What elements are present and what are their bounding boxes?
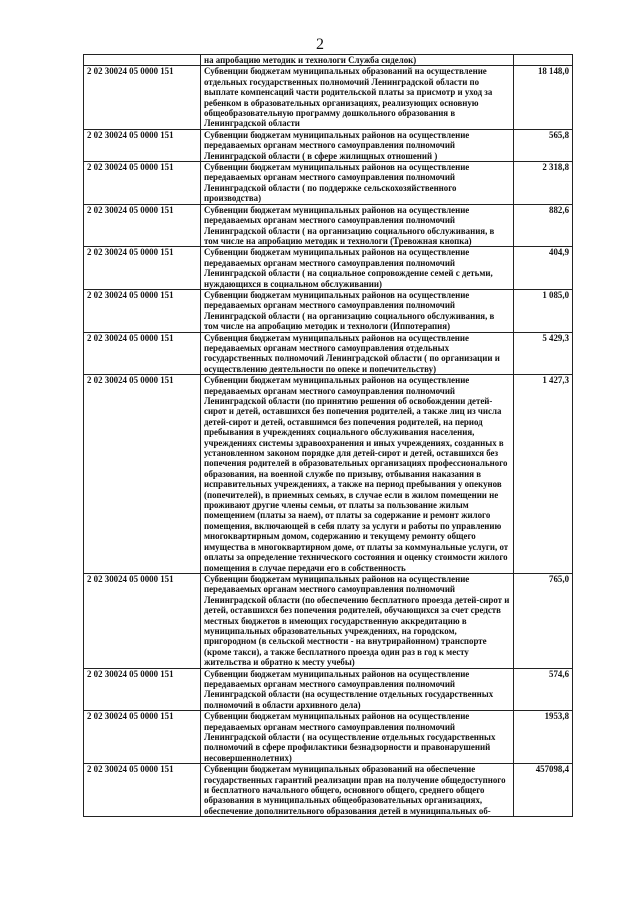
code-cell: 2 02 30024 05 0000 151: [84, 332, 201, 375]
amount-cell: 765,0: [514, 573, 573, 668]
description-cell: Субвенции бюджетам муниципальных районов на осуществление передаваемых органам местного самоуправления полномочий Ленинградской области ( на осуществление отдельных государственных полномочий в сфере профилактики безнадзорности и правонарушений несовершеннолетних): [201, 711, 514, 764]
table-row: [84, 711, 573, 764]
table-row: [84, 573, 573, 668]
description-cell: Субвенции бюджетам муниципальных образований на обеспечение государственных гарантий реализации прав на получение общедоступного и бесплатного начального общего, основного общего, среднего общего образования в муниципальных общеобразовательных организациях, обеспечение дополнительного образования детей в муниципальных об-: [201, 764, 514, 817]
description-cell: Субвенции бюджетам муниципальных районов на осуществление передаваемых органам местного самоуправления полномочий Ленинградской области (на осуществление отдельных государственных полномочий в области архивного дела): [201, 668, 514, 711]
page-number: 2: [316, 36, 324, 53]
table-row: [84, 247, 573, 290]
table-row: [84, 55, 573, 66]
table-row: [84, 668, 573, 711]
table-row: [84, 162, 573, 205]
table-row: [84, 204, 573, 247]
amount-cell: 882,6: [514, 204, 573, 247]
code-cell: 2 02 30024 05 0000 151: [84, 573, 201, 668]
code-cell: 2 02 30024 05 0000 151: [84, 668, 201, 711]
amount-cell: [514, 55, 573, 66]
description-cell: Субвенции бюджетам муниципальных районов на осуществление передаваемых органам местного самоуправления полномочий Ленинградской области ( на организацию социального обслуживания, в том числе на апробацию методик и технологи (Тревожная кнопка): [201, 204, 514, 247]
table-row: [84, 332, 573, 375]
code-cell: 2 02 30024 05 0000 151: [84, 764, 201, 817]
table-row: [84, 289, 573, 332]
description-cell: Субвенции бюджетам муниципальных районов на осуществление передаваемых органам местного самоуправления полномочий Ленинградской области ( в сфере жилищных отношений ): [201, 129, 514, 161]
table-row: [84, 66, 573, 129]
amount-cell: 1 085,0: [514, 289, 573, 332]
code-cell: [84, 55, 201, 66]
description-cell: Субвенции бюджетам муниципальных районов на осуществление передаваемых органам местного самоуправления полномочий Ленинградской области ( на организацию социального обслуживания, в том числе на апробацию методик и технологи (Иппотерапия): [201, 289, 514, 332]
code-cell: 2 02 30024 05 0000 151: [84, 289, 201, 332]
table-row: [84, 375, 573, 574]
description-cell: Субвенции бюджетам муниципальных образований на осуществление отдельных государственных полномочий Ленинградской области по выплате компенсаций части родительской платы за присмотр и уход за ребенком в образовательных организациях, реализующих основную общеобразовательную программу дошкольного образования в Ленинградской области: [201, 66, 514, 129]
description-cell: Субвенции бюджетам муниципальных районов на осуществление передаваемых органам местного самоуправления полномочий Ленинградской области (по обеспечению бесплатного проезда детей-сирот и детей, оставшихся без попечения родителей, обучающихся за счет средств местных бюджетов в имеющих государственную аккредитацию в муниципальных образовательных учреждениях, на городском, пригородном (в сельской местности - на внутрирайонном) транспорте (кроме такси), а также бесплатного проезда один раз в год к месту жительства и обратно к месту учебы): [201, 573, 514, 668]
amount-cell: 565,8: [514, 129, 573, 161]
amount-cell: 574,6: [514, 668, 573, 711]
description-cell: Субвенции бюджетам муниципальных районов на осуществление передаваемых органам местного самоуправления полномочий Ленинградской области (по принятию решения об освобождении детей-сирот и детей, оставшихся без попечения родителей, а также лиц из числа детей-сирот и детей, оставшимся без попечения родителей, на период пребывания в учреждениях социального обслуживания населения, учреждениях системы здравоохранения и иных учреждениях, созданных в установленном законом порядке для детей-сирот и детей, оставшихся без попечения родителей в образовательных организациях профессионального образования, на военной службе по призыву, отбывания наказания в исправительных учреждениях, а также на период пребывания у опекунов (попечителей), в приемных семьях, в случае если в жилом помещении не проживают другие члены семьи, от платы за пользование жилым помещением (платы за наем), от платы за содержание и ремонт жилого помещения, включающей в себя плату за услуги и работы по управлению многоквартирным домом, содержанию и текущему ремонту общего имущества в многоквартирном доме, от платы за коммунальные услуги, от оплаты за определение технического состояния и оценку стоимости жилого помещения в случае передачи его в собственность: [201, 375, 514, 574]
amount-cell: 1 427,3: [514, 375, 573, 574]
description-cell: Субвенции бюджетам муниципальных районов на осуществление передаваемых органам местного самоуправления полномочий Ленинградской области ( по поддержке сельскохозяйственного производства): [201, 162, 514, 205]
code-cell: 2 02 30024 05 0000 151: [84, 204, 201, 247]
description-cell: Субвенция бюджетам муниципальных районов на осуществление передаваемых органам местного самоуправления отдельных государственных полномочий Ленинградской области ( по организации и осуществлению деятельности по опеке и попечительству): [201, 332, 514, 375]
amount-cell: 1953,8: [514, 711, 573, 764]
code-cell: 2 02 30024 05 0000 151: [84, 375, 201, 574]
code-cell: 2 02 30024 05 0000 151: [84, 129, 201, 161]
amount-cell: 18 148,0: [514, 66, 573, 129]
code-cell: 2 02 30024 05 0000 151: [84, 66, 201, 129]
table-row: [84, 764, 573, 817]
code-cell: 2 02 30024 05 0000 151: [84, 162, 201, 205]
amount-cell: 5 429,3: [514, 332, 573, 375]
amount-cell: 404,9: [514, 247, 573, 290]
description-cell: Субвенции бюджетам муниципальных районов на осуществление передаваемых органам местного самоуправления полномочий Ленинградской области ( на социальное сопровождение семей с детьми, нуждающихся в социальном обслуживании): [201, 247, 514, 290]
table-row: [84, 129, 573, 161]
page-bottom-margin: [0, 862, 640, 904]
revenue-table: [83, 54, 573, 817]
description-cell: на апробацию методик и технологи Служба сиделок): [201, 55, 514, 66]
amount-cell: 2 318,8: [514, 162, 573, 205]
code-cell: 2 02 30024 05 0000 151: [84, 711, 201, 764]
code-cell: 2 02 30024 05 0000 151: [84, 247, 201, 290]
table-body: [84, 55, 573, 817]
amount-cell: 457098,4: [514, 764, 573, 817]
